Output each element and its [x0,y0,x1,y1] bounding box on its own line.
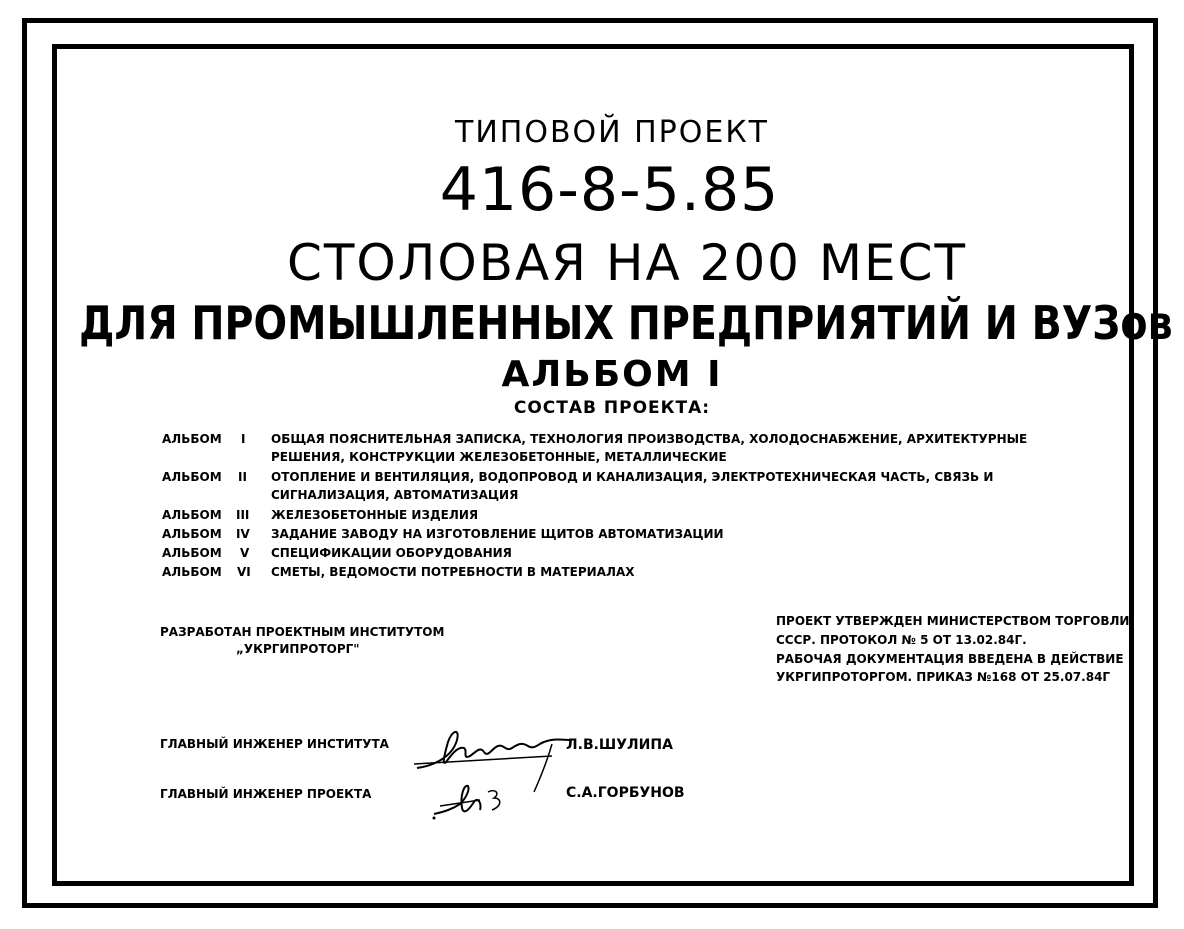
album-label: АЛЬБОМ [162,508,222,522]
project-number: 416-8-5.85 [439,155,780,225]
album-number: III [236,508,250,522]
album-description: ЗАДАНИЕ ЗАВОДУ НА ИЗГОТОВЛЕНИЕ ЩИТОВ АВТОМАТИЗАЦИИ [271,527,724,541]
album-description: ЖЕЛЕЗОБЕТОННЫЕ ИЗДЕЛИЯ [271,508,479,522]
album-label: АЛЬБОМ [162,527,222,541]
album-label: АЛЬБОМ [162,546,222,560]
chief-project-title: ГЛАВНЫЙ ИНЖЕНЕР ПРОЕКТА [160,787,372,801]
album-description: ОТОПЛЕНИЕ И ВЕНТИЛЯЦИЯ, ВОДОПРОВОД И КАНАЛИЗАЦИЯ, ЭЛЕКТРОТЕХНИЧЕСКАЯ ЧАСТЬ, СВЯЗЬ И [271,470,994,484]
album-number: IV [236,527,250,541]
album-description: ОБЩАЯ ПОЯСНИТЕЛЬНАЯ ЗАПИСКА, ТЕХНОЛОГИЯ ПРОИЗВОДСТВА, ХОЛОДОСНАБЖЕНИЕ, АРХИТЕКТУРНЫЕ [271,432,1028,446]
album-number: I [241,432,246,446]
album-label: АЛЬБОМ [162,470,222,484]
developer-line2: „УКРГИПРОТОРГ" [236,642,360,656]
album-description: СИГНАЛИЗАЦИЯ, АВТОМАТИЗАЦИЯ [271,488,519,502]
signature-chief-project [430,778,530,828]
project-name-line1: СТОЛОВАЯ НА 200 МЕСТ [286,234,968,292]
chief-institute-title: ГЛАВНЫЙ ИНЖЕНЕР ИНСТИТУТА [160,737,389,751]
album-label: АЛЬБОМ [162,432,222,446]
project-name-line2: ДЛЯ ПРОМЫШЛЕННЫХ ПРЕДПРИЯТИЙ И ВУЗов [79,296,1173,350]
chief-project-name: С.А.ГОРБУНОВ [566,785,685,801]
composition-title: СОСТАВ ПРОЕКТА: [513,398,711,418]
approval-line3: РАБОЧАЯ ДОКУМЕНТАЦИЯ ВВЕДЕНА В ДЕЙСТВИЕ [776,652,1124,666]
approval-line4: УКРГИПРОТОРГОМ. ПРИКАЗ №168 ОТ 25.07.84Г [776,670,1111,684]
album-title: АЛЬБОМ I [501,354,723,395]
album-description: СМЕТЫ, ВЕДОМОСТИ ПОТРЕБНОСТИ В МАТЕРИАЛАХ [271,565,635,579]
approval-line2: СССР. ПРОТОКОЛ № 5 ОТ 13.02.84Г. [776,633,1027,647]
album-number: V [240,546,250,560]
album-number: VI [237,565,251,579]
chief-institute-name: Л.В.ШУЛИПА [566,737,673,753]
album-description: СПЕЦИФИКАЦИИ ОБОРУДОВАНИЯ [271,546,512,560]
album-number: II [238,470,247,484]
album-label: АЛЬБОМ [162,565,222,579]
approval-line1: ПРОЕКТ УТВЕРЖДЕН МИНИСТЕРСТВОМ ТОРГОВЛИ [776,614,1130,628]
album-description: РЕШЕНИЯ, КОНСТРУКЦИИ ЖЕЛЕЗОБЕТОННЫЕ, МЕТАЛЛИЧЕСКИЕ [271,450,727,464]
developer-line1: РАЗРАБОТАН ПРОЕКТНЫМ ИНСТИТУТОМ [160,625,445,639]
document-subtitle: ТИПОВОЙ ПРОЕКТ [455,115,769,150]
